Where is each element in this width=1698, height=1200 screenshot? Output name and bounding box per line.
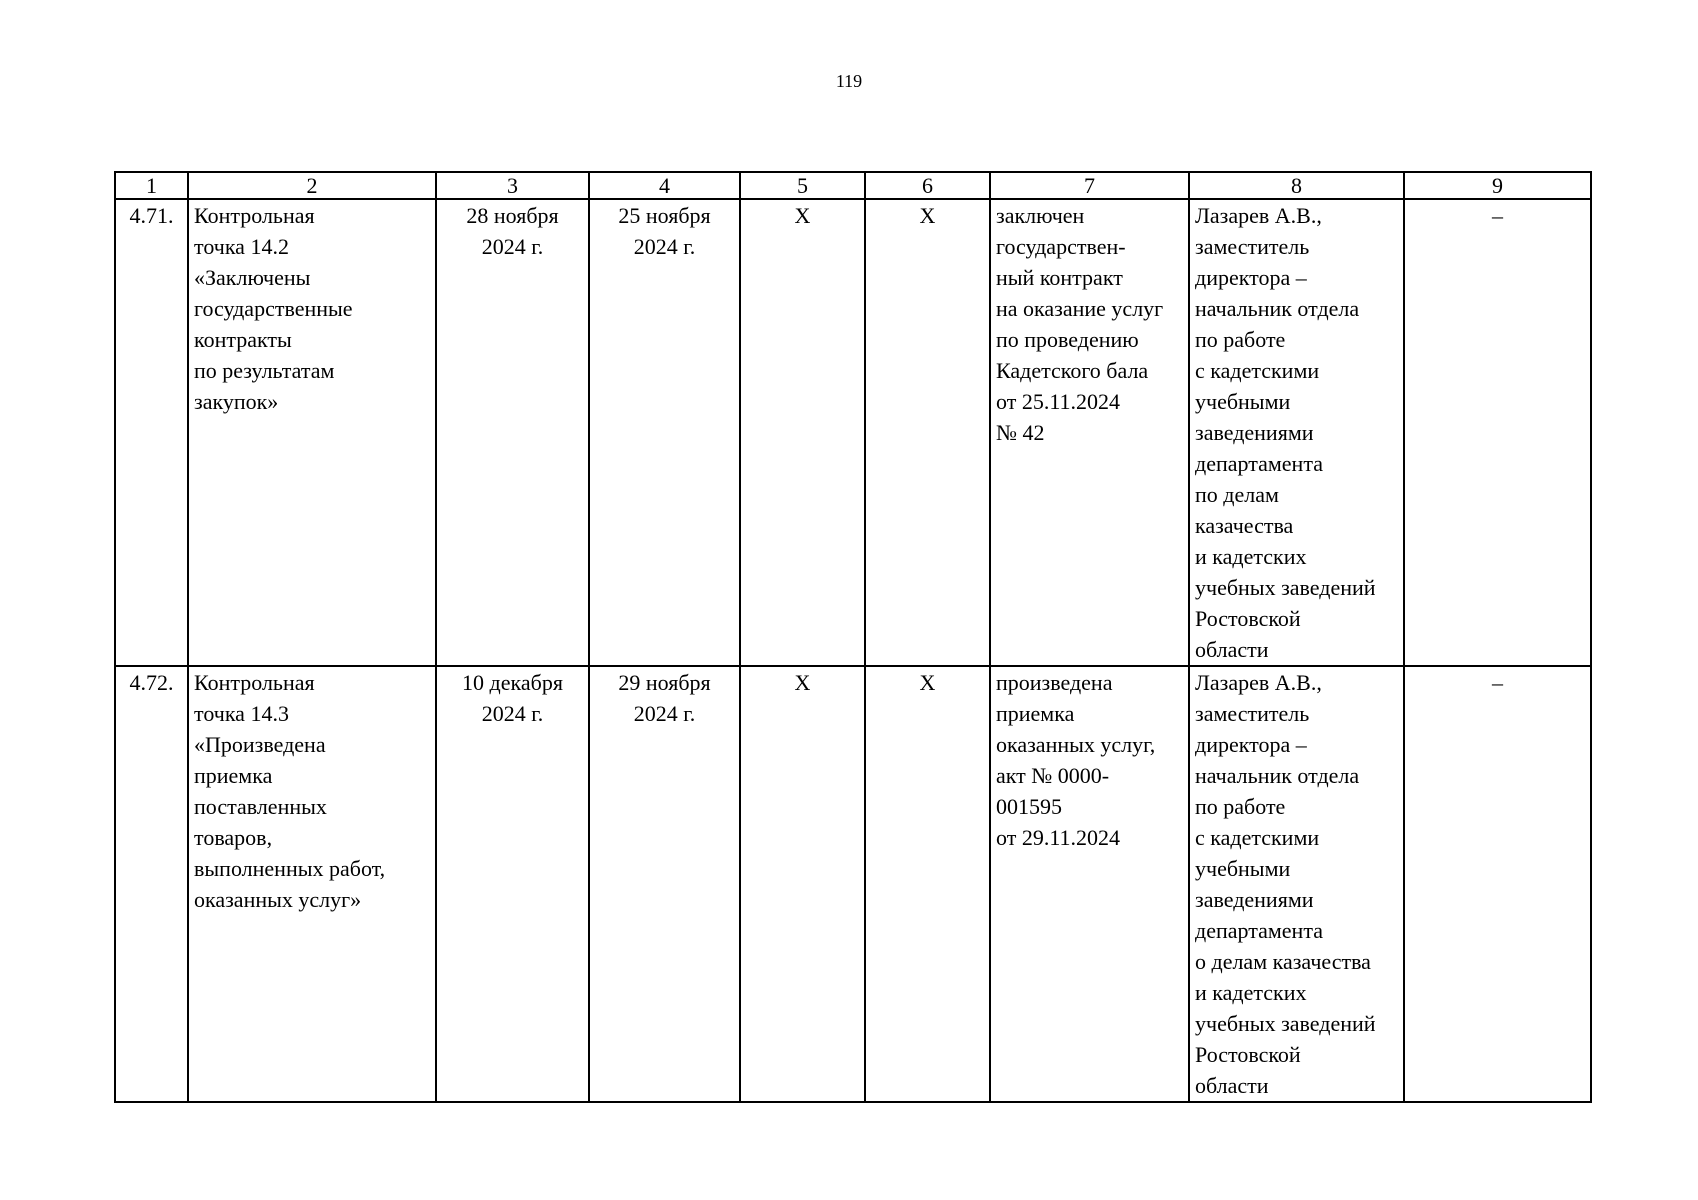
note-cell: – [1404, 666, 1591, 1102]
result-cell: заключен государствен- ный контракт на оказание услуг по проведению Кадетского бала от 25.11.2024 № 42 [990, 199, 1189, 666]
actual-date-cell: 29 ноября 2024 г. [589, 666, 740, 1102]
table-row [115, 199, 1591, 666]
header-cell-3: 3 [436, 172, 589, 199]
header-cell-6: 6 [865, 172, 990, 199]
header-cell-2: 2 [188, 172, 436, 199]
event-cell: Контрольная точка 14.2 «Заключены государственные контракты по результатам закупок» [188, 199, 436, 666]
header-cell-8: 8 [1189, 172, 1404, 199]
row-number-cell: 4.71. [115, 199, 188, 666]
table-header-row [115, 172, 1591, 199]
header-cell-5: 5 [740, 172, 865, 199]
responsible-cell: Лазарев А.В., заместитель директора – начальник отдела по работе с кадетскими учебными заведениями департамента по делам казачества и кадетских учебных заведений Ростовской области [1189, 199, 1404, 666]
column-6-cell: Х [865, 666, 990, 1102]
table-row [115, 666, 1591, 1102]
header-cell-9: 9 [1404, 172, 1591, 199]
header-cell-1: 1 [115, 172, 188, 199]
note-cell: – [1404, 199, 1591, 666]
header-cell-4: 4 [589, 172, 740, 199]
column-5-cell: Х [740, 666, 865, 1102]
header-cell-7: 7 [990, 172, 1189, 199]
page-number: 119 [835, 71, 863, 91]
actual-date-cell: 25 ноября 2024 г. [589, 199, 740, 666]
responsible-cell: Лазарев А.В., заместитель директора – начальник отдела по работе с кадетскими учебными заведениями департамента о делам казачества и кадетских учебных заведений Ростовской области [1189, 666, 1404, 1102]
planned-date-cell: 28 ноября 2024 г. [436, 199, 589, 666]
control-points-table [114, 171, 1592, 1103]
event-cell: Контрольная точка 14.3 «Произведена приемка поставленных товаров, выполненных работ, оказанных услуг» [188, 666, 436, 1102]
row-number-cell: 4.72. [115, 666, 188, 1102]
planned-date-cell: 10 декабря 2024 г. [436, 666, 589, 1102]
result-cell: произведена приемка оказанных услуг, акт № 0000- 001595 от 29.11.2024 [990, 666, 1189, 1102]
column-6-cell: Х [865, 199, 990, 666]
column-5-cell: Х [740, 199, 865, 666]
